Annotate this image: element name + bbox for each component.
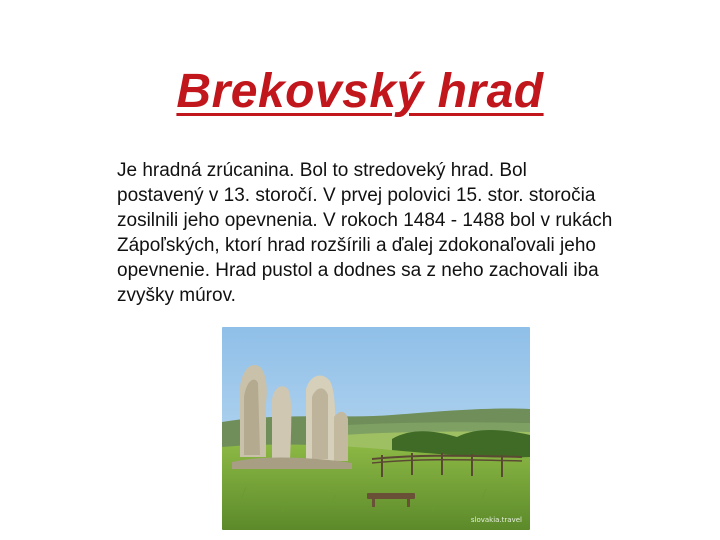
castle-ruins-illustration <box>222 327 530 530</box>
slide-body-text: Je hradná zrúcanina. Bol to stredoveký hrad. Bol postavený v 13. storočí. V prvej polovici 15. stor. storočia zosilnili jeho opevnenia. V rokoch 1484 - 1488 bol v rukách Zápoľských, ktorí hrad rozšírili a ďalej zdokonaľovali jeho opevnenie. Hrad pustol a dodnes sa z neho zachovali iba zvyšky múrov. <box>117 160 613 306</box>
photo-credit-watermark: slovakia.travel <box>470 516 522 524</box>
castle-ruins-photo <box>222 327 530 530</box>
slide-title: Brekovský hrad <box>176 65 544 118</box>
